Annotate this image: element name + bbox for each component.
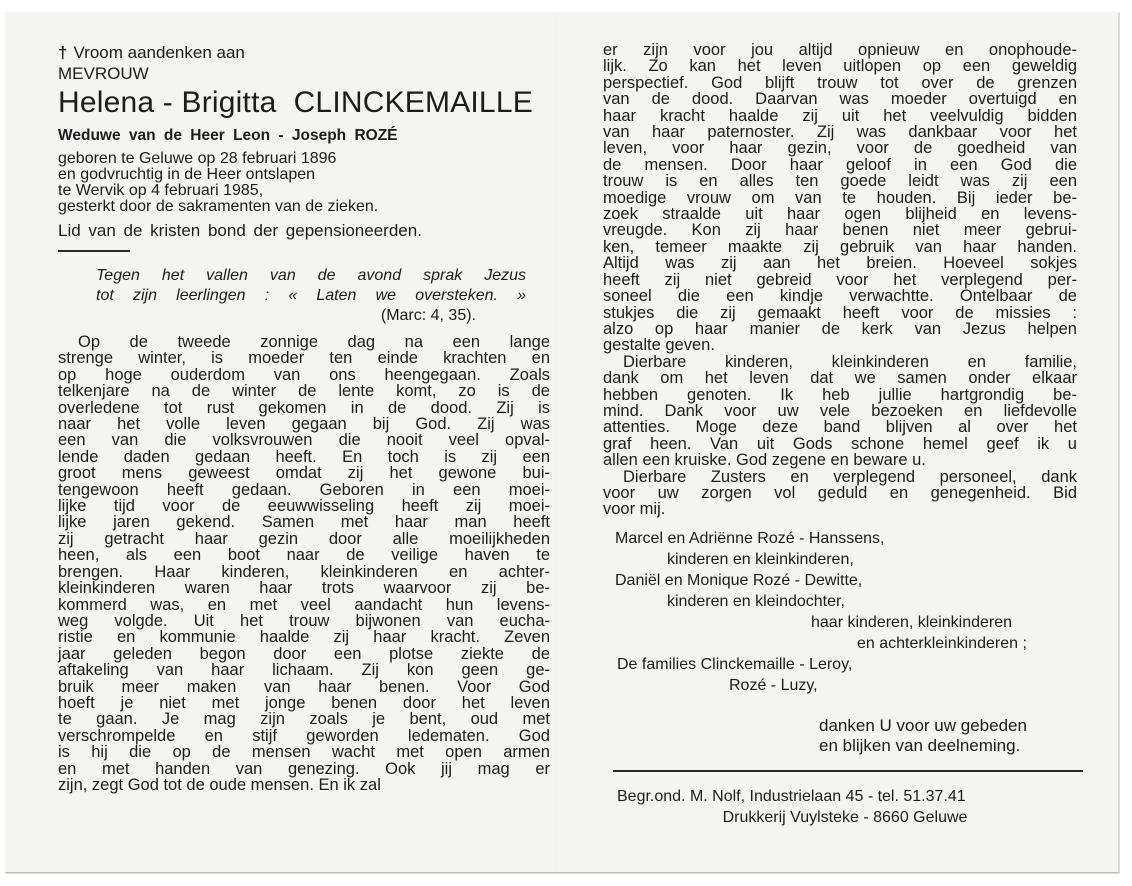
intro-text: Vroom aandenken aan	[73, 43, 245, 62]
body-line: lijke jaren gekend. Samen met haar man heeft	[58, 513, 550, 532]
quote-line: Tegen het vallen van de avond sprak Jezus	[96, 267, 526, 284]
body-line: van haar paternoster. Zij was dankbaar voor het	[603, 123, 1077, 142]
body-line: trouw is en alles ten goede leidt was zij een	[603, 172, 1077, 191]
title-mevrouw: MEVROUW	[58, 64, 149, 83]
quote-line: tot zijn leerlingen : « Laten we oversteken. »	[96, 287, 526, 304]
membership-line: Lid van de kristen bond der gepensioneerden.	[58, 221, 422, 240]
left-body-text	[58, 334, 550, 793]
printer-info	[603, 786, 1077, 828]
body-line: een van die volksvrouwen die nooit veel opval-	[58, 431, 550, 450]
body-line: attenties. Moge deze band blijven al over het	[603, 418, 1077, 437]
quote-reference: (Marc: 4, 35).	[380, 307, 476, 324]
body-line: verschrompelde en stijf geworden ledematen. God	[58, 726, 550, 745]
intro-line	[58, 42, 550, 63]
body-line: groot mens geweest omdat zij het gewone bui-	[58, 464, 550, 483]
divider	[58, 250, 130, 252]
body-line: strenge winter, is moeder ten einde krachten en	[58, 349, 550, 368]
body-line: leven, voor haar gezin, voor de goedheid van	[603, 139, 1077, 158]
birth-line: geboren te Geluwe op 28 februari 1896	[58, 150, 337, 167]
body-line: hebben genoten. Ik heb jullie hartgrondig be-	[603, 385, 1077, 404]
body-line: overledene tot rust gekomen in de dood. Zij is	[58, 398, 550, 417]
left-page	[58, 42, 550, 793]
body-line: jaar geleden begon door een plotse ziekte de	[58, 644, 550, 663]
body-line: te gaan. Je mag zijn zoals je bent, oud met	[58, 710, 550, 729]
deceased-name: Helena - Brigitta CLINCKEMAILLE	[58, 86, 533, 119]
death-line-2: te Wervik op 4 februari 1985,	[58, 182, 264, 199]
body-line: ristie en kommunie haalde zij haar kracht. Zeven	[58, 628, 550, 647]
printer-line: Drukkerij Vuylsteke - 8660 Geluwe	[722, 808, 968, 826]
signatory-line: De families Clinckemaille - Leroy,	[617, 655, 853, 673]
body-line: Dierbare Zusters en verplegend personeel, dank	[623, 467, 1077, 486]
thanks-line: danken U voor uw gebeden	[819, 715, 1027, 735]
body-line: op hoge ouderdom van ons heengegaan. Zoals	[58, 365, 550, 384]
body-line: voor mij.	[603, 500, 666, 519]
body-line: ken, temeer maakte zij gebruik van haar handen.	[603, 237, 1077, 256]
body-line: van de dood. Daarvan was moeder overtuigd en	[603, 90, 1077, 109]
body-line: er zijn voor jou altijd opnieuw en onophoude-	[603, 41, 1077, 59]
body-line: weg volgde. Uit het trouw bijwonen van eucha-	[58, 611, 550, 630]
thanks-block	[603, 716, 1077, 756]
body-line: haar kracht haalde zij uit het veelvuldig bidden	[603, 106, 1077, 125]
signatory-line: en achterkleinkinderen ;	[857, 634, 1027, 652]
signatory-line: kinderen en kleinkinderen,	[667, 550, 854, 568]
body-line: heen, als een boot naar de veilige haven te	[58, 546, 550, 565]
widow-line: Weduwe van de Heer Leon - Joseph ROZÉ	[58, 127, 398, 144]
body-line: mind. Dank voor uw vele bezoeken en liefdevolle	[603, 401, 1077, 420]
thanks-line: en blijken van deelneming.	[819, 735, 1021, 755]
body-line: kommerd was, en met veel aandacht hun levens-	[58, 595, 550, 614]
signatories	[603, 528, 1077, 696]
signatory-line: Daniël en Monique Rozé - Dewitte,	[615, 571, 863, 589]
body-line: is hij die op de mensen wacht met open armen	[58, 743, 550, 762]
body-line: allen een kruiske. God zegene en beware u.	[603, 451, 926, 470]
signatory-line: kinderen en kleindochter,	[667, 592, 845, 610]
funeral-director-line: Begr.ond. M. Nolf, Industrielaan 45 - tel. 51.37.41	[617, 787, 966, 805]
body-line: dank om het leven dat we samen onder elkaar	[603, 369, 1077, 388]
body-line: zij getracht haar gezin door alle moeilijkheden	[58, 529, 550, 548]
body-line: naar het volle leven gegaan bij God. Zij was	[58, 415, 550, 434]
card-fold	[556, 12, 558, 872]
signatory-line: Marcel en Adriënne Rozé - Hanssens,	[615, 529, 885, 547]
body-line: brengen. Haar kinderen, kleinkinderen en achter-	[58, 562, 550, 581]
body-line: zoek straalde uit haar ogen blijheid en levens-	[603, 205, 1077, 224]
body-line: kleinkinderen waren haar trots waarvoor zij be-	[58, 579, 550, 598]
scripture-quote	[96, 266, 526, 326]
body-line: Altijd was zij aan het breien. Hoeveel sokjes	[603, 254, 1077, 273]
body-line: moedige vrouw om van te houden. Bij ieder be-	[603, 188, 1077, 207]
death-line-1: en godvruchtig in de Heer ontslapen	[58, 166, 316, 183]
body-line: alzo op haar manier de kerk van Jezus helpen	[603, 319, 1077, 338]
body-line: vreugde. Kon zij haar benen niet meer gebrui-	[603, 221, 1077, 240]
body-line: en met handen van genezing. Ook jij mag er	[58, 759, 550, 778]
sacraments-line: gesterkt door de sakramenten van de zieken.	[58, 198, 379, 215]
body-line: de mensen. Door haar geloof in een God die	[603, 155, 1077, 174]
body-line: lende daden gedaan heeft. En toch is zij een	[58, 447, 550, 466]
body-line: Op de tweede zonnige dag na een lange	[78, 333, 550, 351]
signatory-line: haar kinderen, kleinkinderen	[811, 613, 1013, 631]
life-details	[58, 151, 550, 215]
divider	[613, 770, 1083, 772]
body-line: perspectief. God blijft trouw tot over de grenzen	[603, 73, 1077, 92]
body-line: stukjes die zij gemaakt heeft voor de missies :	[603, 303, 1077, 322]
signatory-line: Rozé - Luzy,	[729, 676, 818, 694]
memorial-card	[5, 12, 1119, 873]
cross-icon: †	[58, 43, 68, 62]
body-line: lijke tijd voor de eeuwwisseling heeft zij moei-	[58, 497, 550, 516]
body-line: zijn, zegt God tot de oude mensen. En ik zal	[58, 775, 381, 794]
body-line: tengewoon heeft gedaan. Geboren in een moei-	[58, 480, 550, 499]
body-line: aftakeling van haar lichaam. Zij kon geen ge-	[58, 661, 550, 680]
body-line: graf heen. Van uit Gods schone hemel geef ik u	[603, 434, 1077, 453]
body-line: gestalte geven.	[603, 336, 715, 355]
right-body-text	[603, 42, 1077, 518]
body-line: Dierbare kinderen, kleinkinderen en familie,	[623, 352, 1077, 371]
body-line: voor uw zorgen vol geduld en genegenheid. Bid	[603, 483, 1077, 502]
body-line: bruik meer maken van haar benen. Voor God	[58, 677, 550, 696]
body-line: hoeft je niet met jonge benen door het leven	[58, 693, 550, 712]
right-page	[603, 42, 1077, 828]
body-line: telkenjare na de winter de lente komt, zo is de	[58, 382, 550, 401]
body-line: lijk. Zo kan het leven uitlopen op een geweldig	[603, 57, 1077, 76]
body-line: soneel die een kindje verwachtte. Ontelbaar de	[603, 287, 1077, 306]
body-line: heeft zij niet gebreid voor het verplegend per-	[603, 270, 1077, 289]
